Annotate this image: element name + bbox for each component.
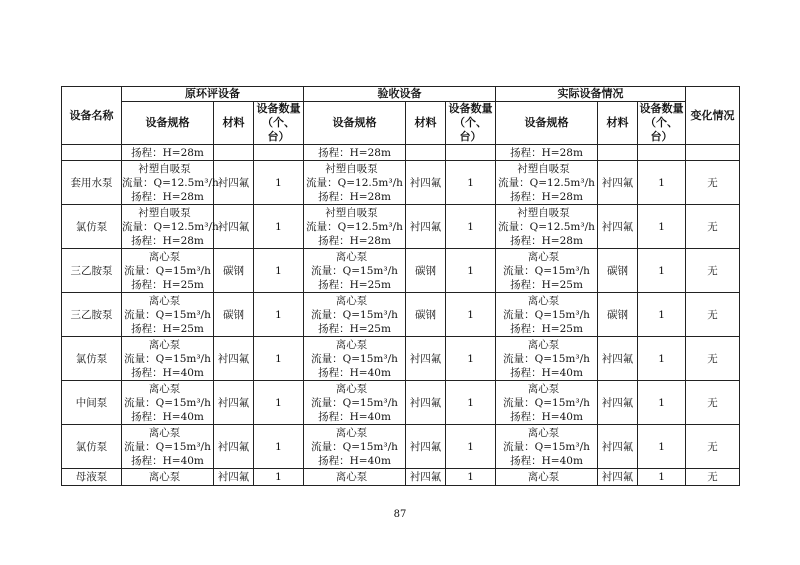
quantity-cell: 1	[638, 161, 686, 205]
equipment-name-cell: 氯仿泵	[62, 337, 122, 381]
equipment-comparison-table	[61, 86, 740, 486]
page-number: 87	[393, 509, 407, 520]
header-material: 材料	[406, 102, 446, 145]
material-cell: 衬四氟	[214, 469, 254, 486]
quantity-cell: 1	[638, 469, 686, 486]
table-row	[62, 205, 740, 249]
quantity-cell: 1	[446, 205, 496, 249]
spec-line: 衬塑自吸泵	[517, 206, 570, 219]
header-group-acceptance: 验收设备	[304, 87, 496, 102]
spec-line: 离心泵	[148, 250, 181, 263]
equipment-name-cell: 中间泵	[62, 381, 122, 425]
spec-line: 扬程：H=28m	[318, 146, 391, 159]
spec-line: 流量：Q=15m³/h	[503, 396, 590, 409]
material-cell: 衬四氟	[406, 161, 446, 205]
material-cell: 衬四氟	[598, 161, 638, 205]
material-cell: 衬四氟	[598, 205, 638, 249]
change-cell: 无	[686, 337, 740, 381]
header-quantity: 设备数量 （个、台）	[638, 102, 686, 145]
spec-cell	[496, 145, 598, 161]
header-group-original-eia: 原环评设备	[122, 87, 304, 102]
spec-line: 扬程：H=25m	[318, 322, 391, 335]
spec-line: 离心泵	[527, 471, 560, 483]
spec-cell	[304, 425, 406, 469]
header-spec: 设备规格	[304, 102, 406, 145]
spec-cell	[304, 145, 406, 161]
table-row	[62, 249, 740, 293]
table-row	[62, 425, 740, 469]
spec-line: 流量：Q=12.5m³/h	[122, 220, 219, 233]
material-cell: 衬四氟	[406, 469, 446, 486]
spec-line: 流量：Q=12.5m³/h	[306, 176, 403, 189]
spec-line: 流量：Q=15m³/h	[503, 440, 590, 453]
spec-cell	[304, 293, 406, 337]
equipment-name-cell: 氯仿泵	[62, 425, 122, 469]
spec-line: 流量：Q=15m³/h	[503, 264, 590, 277]
spec-line: 衬塑自吸泵	[325, 162, 378, 175]
spec-line: 扬程：H=28m	[131, 146, 204, 159]
spec-line: 离心泵	[148, 382, 181, 395]
table-row	[62, 337, 740, 381]
quantity-cell: 1	[638, 205, 686, 249]
material-cell: 衬四氟	[214, 205, 254, 249]
material-cell: 衬四氟	[214, 425, 254, 469]
spec-line: 衬塑自吸泵	[325, 206, 378, 219]
spec-line: 流量：Q=12.5m³/h	[122, 176, 219, 189]
spec-line: 流量：Q=15m³/h	[311, 440, 398, 453]
table-row	[62, 145, 740, 161]
spec-line: 离心泵	[527, 294, 560, 307]
spec-cell	[496, 161, 598, 205]
header-spec: 设备规格	[122, 102, 214, 145]
quantity-cell: 1	[446, 337, 496, 381]
material-cell: 衬四氟	[214, 381, 254, 425]
spec-line: 扬程：H=25m	[510, 322, 583, 335]
spec-line: 扬程：H=28m	[510, 190, 583, 203]
spec-line: 扬程：H=28m	[510, 146, 583, 159]
material-cell: 碳钢	[598, 293, 638, 337]
quantity-cell: 1	[446, 249, 496, 293]
quantity-cell: 1	[446, 381, 496, 425]
spec-cell	[496, 205, 598, 249]
material-cell: 碳钢	[598, 249, 638, 293]
spec-line: 扬程：H=25m	[131, 278, 204, 291]
header-quantity: 设备数量 （个、台）	[446, 102, 496, 145]
spec-cell	[122, 337, 214, 381]
material-cell: 衬四氟	[406, 205, 446, 249]
material-cell: 衬四氟	[406, 337, 446, 381]
spec-line: 离心泵	[527, 250, 560, 263]
spec-cell	[122, 145, 214, 161]
quantity-cell: 1	[254, 205, 304, 249]
quantity-cell: 1	[254, 161, 304, 205]
quantity-cell: 1	[638, 293, 686, 337]
material-cell	[214, 145, 254, 161]
spec-line: 离心泵	[335, 250, 368, 263]
quantity-cell: 1	[254, 249, 304, 293]
spec-cell	[304, 381, 406, 425]
spec-cell	[496, 337, 598, 381]
spec-line: 离心泵	[527, 338, 560, 351]
change-cell: 无	[686, 293, 740, 337]
material-cell: 衬四氟	[598, 425, 638, 469]
spec-line: 离心泵	[527, 426, 560, 439]
spec-line: 流量：Q=15m³/h	[503, 308, 590, 321]
spec-line: 扬程：H=28m	[318, 234, 391, 247]
material-cell: 衬四氟	[214, 337, 254, 381]
quantity-cell: 1	[254, 381, 304, 425]
header-material: 材料	[214, 102, 254, 145]
table-row	[62, 161, 740, 205]
header-change: 变化情况	[686, 87, 740, 145]
equipment-name-cell	[62, 145, 122, 161]
spec-cell	[304, 249, 406, 293]
material-cell: 衬四氟	[214, 161, 254, 205]
equipment-name-cell: 三乙胺泵	[62, 293, 122, 337]
spec-line: 流量：Q=15m³/h	[124, 264, 211, 277]
spec-line: 衬塑自吸泵	[138, 206, 191, 219]
quantity-cell: 1	[638, 249, 686, 293]
material-cell: 碳钢	[406, 293, 446, 337]
spec-line: 扬程：H=40m	[510, 454, 583, 467]
spec-cell	[304, 469, 406, 486]
spec-line: 衬塑自吸泵	[517, 162, 570, 175]
spec-line: 流量：Q=15m³/h	[503, 352, 590, 365]
spec-cell	[122, 381, 214, 425]
spec-cell	[122, 425, 214, 469]
spec-cell	[122, 161, 219, 205]
header-equipment-name: 设备名称	[62, 87, 122, 145]
spec-line: 流量：Q=15m³/h	[124, 440, 211, 453]
material-cell: 衬四氟	[406, 425, 446, 469]
header-spec: 设备规格	[496, 102, 598, 145]
spec-line: 离心泵	[335, 471, 368, 483]
change-cell: 无	[686, 249, 740, 293]
spec-line: 扬程：H=25m	[131, 322, 204, 335]
spec-line: 离心泵	[148, 426, 181, 439]
spec-line: 离心泵	[335, 426, 368, 439]
material-cell: 衬四氟	[598, 469, 638, 486]
quantity-cell: 1	[638, 425, 686, 469]
material-cell	[406, 145, 446, 161]
quantity-cell: 1	[254, 469, 304, 486]
spec-line: 流量：Q=15m³/h	[311, 308, 398, 321]
quantity-cell: 1	[638, 337, 686, 381]
spec-cell	[496, 249, 598, 293]
spec-line: 扬程：H=28m	[510, 234, 583, 247]
spec-line: 扬程：H=28m	[131, 234, 204, 247]
change-cell: 无	[686, 205, 740, 249]
spec-cell	[496, 469, 598, 486]
quantity-cell: 1	[446, 293, 496, 337]
spec-cell	[304, 161, 406, 205]
quantity-cell	[638, 145, 686, 161]
spec-line: 流量：Q=15m³/h	[311, 352, 398, 365]
spec-line: 流量：Q=15m³/h	[311, 264, 398, 277]
material-cell	[598, 145, 638, 161]
quantity-cell	[446, 145, 496, 161]
equipment-name-cell: 套用水泵	[62, 161, 122, 205]
spec-cell	[496, 425, 598, 469]
spec-line: 离心泵	[148, 338, 181, 351]
material-cell: 碳钢	[214, 249, 254, 293]
spec-line: 扬程：H=25m	[318, 278, 391, 291]
material-cell: 衬四氟	[598, 337, 638, 381]
spec-cell	[496, 293, 598, 337]
material-cell: 碳钢	[406, 249, 446, 293]
header-material: 材料	[598, 102, 638, 145]
material-cell: 衬四氟	[406, 381, 446, 425]
spec-line: 扬程：H=25m	[510, 278, 583, 291]
spec-line: 离心泵	[335, 338, 368, 351]
spec-cell	[496, 381, 598, 425]
spec-line: 离心泵	[335, 294, 368, 307]
spec-cell	[304, 205, 406, 249]
quantity-cell: 1	[638, 381, 686, 425]
quantity-cell: 1	[446, 425, 496, 469]
spec-line: 扬程：H=28m	[131, 190, 204, 203]
quantity-cell: 1	[254, 337, 304, 381]
spec-line: 衬塑自吸泵	[138, 162, 191, 175]
spec-line: 扬程：H=40m	[131, 454, 204, 467]
header-quantity: 设备数量 （个、台）	[254, 102, 304, 145]
spec-line: 流量：Q=15m³/h	[124, 308, 211, 321]
quantity-cell: 1	[254, 425, 304, 469]
spec-cell	[304, 337, 406, 381]
equipment-name-cell: 母液泵	[62, 469, 122, 486]
spec-line: 扬程：H=28m	[318, 190, 391, 203]
spec-line: 扬程：H=40m	[510, 366, 583, 379]
table-row	[62, 469, 740, 486]
equipment-name-cell: 氯仿泵	[62, 205, 122, 249]
spec-line: 流量：Q=15m³/h	[124, 396, 211, 409]
spec-line: 流量：Q=12.5m³/h	[498, 176, 595, 189]
spec-line: 扬程：H=40m	[318, 454, 391, 467]
spec-line: 离心泵	[335, 382, 368, 395]
quantity-cell: 1	[446, 469, 496, 486]
spec-cell	[122, 293, 214, 337]
change-cell: 无	[686, 469, 740, 486]
material-cell: 碳钢	[214, 293, 254, 337]
quantity-cell: 1	[446, 161, 496, 205]
spec-line: 离心泵	[148, 294, 181, 307]
material-cell: 衬四氟	[598, 381, 638, 425]
header-group-actual: 实际设备情况	[496, 87, 686, 102]
table-body	[62, 145, 740, 486]
spec-line: 扬程：H=40m	[131, 366, 204, 379]
spec-line: 离心泵	[148, 471, 181, 483]
change-cell: 无	[686, 425, 740, 469]
spec-line: 扬程：H=40m	[318, 410, 391, 423]
spec-line: 流量：Q=15m³/h	[311, 396, 398, 409]
change-cell: 无	[686, 161, 740, 205]
equipment-name-cell: 三乙胺泵	[62, 249, 122, 293]
change-cell: 无	[686, 381, 740, 425]
spec-cell	[122, 469, 214, 486]
spec-line: 流量：Q=12.5m³/h	[498, 220, 595, 233]
spec-line: 扬程：H=40m	[318, 366, 391, 379]
spec-line: 离心泵	[527, 382, 560, 395]
spec-line: 扬程：H=40m	[131, 410, 204, 423]
spec-cell	[122, 205, 219, 249]
table-row	[62, 293, 740, 337]
spec-line: 扬程：H=40m	[510, 410, 583, 423]
table-row	[62, 381, 740, 425]
change-cell	[686, 145, 740, 161]
spec-cell	[122, 249, 214, 293]
quantity-cell	[254, 145, 304, 161]
quantity-cell: 1	[254, 293, 304, 337]
spec-line: 流量：Q=12.5m³/h	[306, 220, 403, 233]
spec-line: 流量：Q=15m³/h	[124, 352, 211, 365]
